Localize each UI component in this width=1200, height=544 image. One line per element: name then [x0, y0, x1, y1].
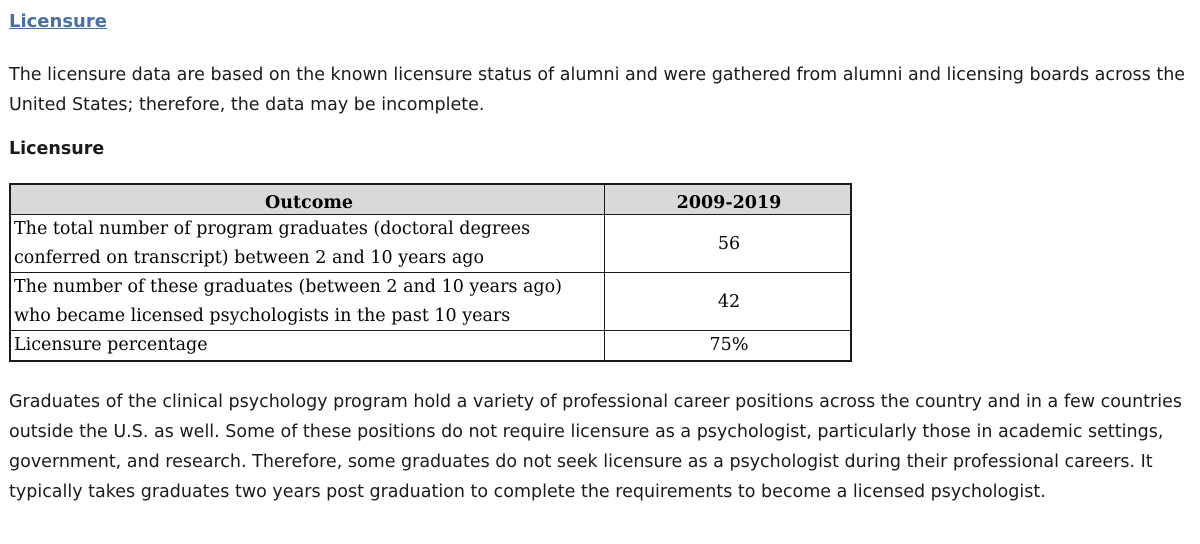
- row-value-licensure-percentage: 75%: [605, 331, 852, 361]
- table-row: [10, 215, 851, 273]
- row-outcome-licensure-percentage: Licensure percentage: [10, 331, 605, 361]
- row-outcome-total-graduates: The total number of program graduates (doctoral degrees conferred on transcript) between 2 and 10 years ago: [10, 215, 605, 273]
- table-header-row: [10, 184, 851, 215]
- licensure-table: [9, 183, 852, 362]
- column-header-period: 2009-2019: [605, 184, 852, 215]
- row-value-total-graduates: 56: [605, 215, 852, 273]
- closing-paragraph: Graduates of the clinical psychology program hold a variety of professional career positions across the country and in a few countries outside the U.S. as well. Some of these positions do not require licensure as a psychologist, particularly those in academic settings, government, and research. Therefore, some graduates do not seek licensure as a psychologist during their professional careers. It typically takes graduates two years post graduation to complete the requirements to become a licensed psychologist.: [9, 391, 1182, 502]
- table-row: [10, 331, 851, 361]
- row-outcome-licensed-graduates: The number of these graduates (between 2 and 10 years ago) who became licensed psychologists in the past 10 years: [10, 273, 605, 331]
- page-content: [9, 10, 1189, 507]
- licensure-heading-link[interactable]: Licensure: [9, 11, 107, 32]
- table-row: [10, 273, 851, 331]
- intro-paragraph: The licensure data are based on the known licensure status of alumni and were gathered from alumni and licensing boards across the United States; therefore, the data may be incomplete.: [9, 65, 1186, 115]
- table-title: Licensure: [9, 139, 105, 159]
- column-header-outcome: Outcome: [10, 184, 605, 215]
- row-value-licensed-graduates: 42: [605, 273, 852, 331]
